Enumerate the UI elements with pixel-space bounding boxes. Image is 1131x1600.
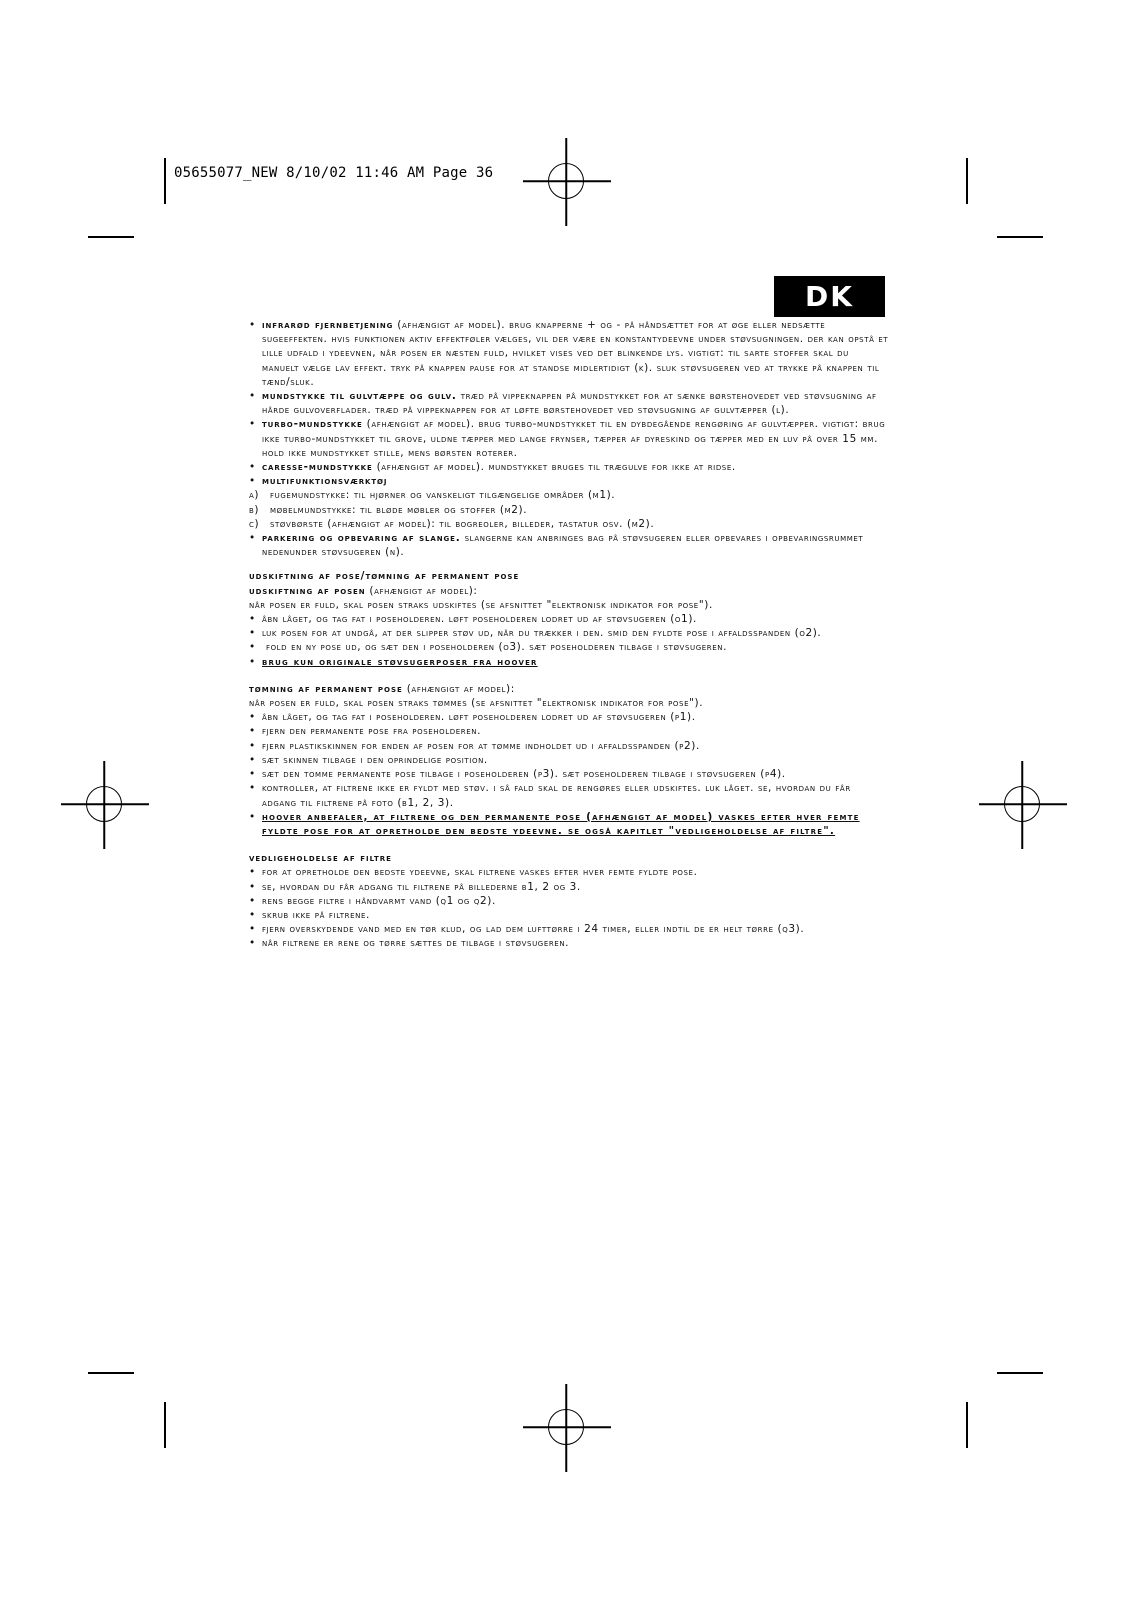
crop-mark-bottom-left-horizontal [88, 1372, 134, 1374]
list-item: • hoover anbefaler, at filtrene og den permanente pose (afhængigt af model) vaskes efter hver femte fyldte pose for at opretholde den bedste ydeevne. se også kapitlet "vedligeholdelse af filtre". [249, 810, 889, 838]
list-item: • åbn låget, og tag fat i poseholderen. løft poseholderen lodret ud af støvsugeren (o1). [249, 612, 889, 626]
list-item: • for at opretholde den bedste ydeevne, skal filtrene vaskes efter hver femte fyldte pose. [249, 865, 889, 879]
list-item: • sæt skinnen tilbage i den oprindelige position. [249, 753, 889, 767]
list-item: • multifunktionsværktøj [249, 474, 889, 488]
list-item: • fjern plastikskinnen for enden af posen for at tømme indholdet ud i affaldsspanden (p2). [249, 739, 889, 753]
crop-mark-bottom-right-vertical [966, 1402, 968, 1448]
section-heading: udskiftning af pose/tømning af permanent pose [249, 570, 520, 583]
crop-mark-top-right-vertical [966, 158, 968, 204]
language-badge: DK [774, 276, 885, 317]
list-item: • brug kun originale støvsugerposer fra hoover [249, 655, 889, 669]
paragraph: når posen er fuld, skal posen straks tømmes (se afsnittet "elektronisk indikator for pose"). [249, 697, 704, 710]
section-heading: vedligeholdelse af filtre [249, 852, 392, 865]
list-item: • mundstykke til gulvtæppe og gulv. træd på vippeknappen på mundstykket for at sænke børstehovedet ved støvsugning af hårde gulvoverflader. træd på vippeknappen for at løfte børstehovedet ved støvsugning af gulvtæpper (l). [249, 389, 889, 417]
crop-mark-bottom-right-horizontal [997, 1372, 1043, 1374]
registration-mark-left [86, 786, 122, 822]
crop-mark-top-left-vertical [164, 158, 166, 204]
print-slug: 05655077_NEW 8/10/02 11:46 AM Page 36 [174, 165, 494, 181]
list-item: • se, hvordan du får adgang til filtrene på billederne b1, 2 og 3. [249, 880, 889, 894]
registration-mark-right [1004, 786, 1040, 822]
list-item: • fjern den permanente pose fra poseholderen. [249, 724, 889, 738]
list-item: • parkering og opbevaring af slange. slangerne kan anbringes bag på støvsugeren eller opbevares i opbevaringsrummet nedenunder støvsugeren (n). [249, 531, 889, 559]
crop-mark-bottom-left-vertical [164, 1402, 166, 1448]
list-item: • fold en ny pose ud, og sæt den i poseholderen (o3). sæt poseholderen tilbage i støvsugeren. [249, 640, 889, 654]
crop-mark-top-right-horizontal [997, 236, 1043, 238]
section-heading: tømning af permanent pose (afhængigt af model): [249, 682, 515, 695]
sub-list-item: c) støvbørste (afhængigt af model): til bogreoler, billeder, tastatur osv. (m2). [249, 517, 655, 530]
page-content [249, 318, 889, 951]
list-item: • skrub ikke på filtrene. [249, 908, 889, 922]
list-item: • sæt den tomme permanente pose tilbage i poseholderen (p3). sæt poseholderen tilbage i støvsugeren (p4). [249, 767, 889, 781]
subsection-heading: udskiftning af posen (afhængigt af model): [249, 584, 478, 597]
list-item: • turbo-mundstykke (afhængigt af model). brug turbo-mundstykket til en dybdegående rengøring af gulvtæpper. vigtigt: brug ikke turbo-mundstykket til grove, uldne tæpper med lange frynser, tæpper af dyreskind og tæpper med en luv på over 15 mm. hold ikke mundstykket stille, mens børsten roterer. [249, 417, 889, 460]
registration-mark-top [548, 163, 584, 199]
sub-list-item: a) fugemundstykke: til hjørner og vanskeligt tilgængelige områder (m1). [249, 489, 616, 502]
list-item: • rens begge filtre i håndvarmt vand (q1 og q2). [249, 894, 889, 908]
registration-mark-bottom [548, 1409, 584, 1445]
list-item: • caresse-mundstykke (afhængigt af model). mundstykket bruges til trægulve for ikke at ridse. [249, 460, 889, 474]
sub-list-item: b) møbelmundstykke: til bløde møbler og stoffer (m2). [249, 503, 528, 516]
list-item: • kontroller, at filtrene ikke er fyldt med støv. i så fald skal de rengøres eller udskiftes. luk låget. se, hvordan du får adgang til filtrene på foto (b1, 2, 3). [249, 781, 889, 809]
paragraph: når posen er fuld, skal posen straks udskiftes (se afsnittet "elektronisk indikator for pose"). [249, 598, 713, 611]
list-item: • infrarød fjernbetjening (afhængigt af model). brug knapperne + og - på håndsættet for at øge eller nedsætte sugeeffekten. hvis funktionen aktiv effektføler vælges, vil der være en konstantydeevne under støvsugningen. der kan opstå et lille udfald i ydeevnen, når posen er næsten fuld, hvilket vises ved det blinkende lys. vigtigt: til sarte stoffer skal du manuelt vælge lav effekt. tryk på knappen pause for at standse midlertidigt (k). sluk støvsugeren ved at trykke på knappen til tænd/sluk. [249, 318, 889, 389]
crop-mark-top-left-horizontal [88, 236, 134, 238]
list-item: • luk posen for at undgå, at der slipper støv ud, når du trækker i den. smid den fyldte pose i affaldsspanden (o2). [249, 626, 889, 640]
list-item: • fjern overskydende vand med en tør klud, og lad dem lufttørre i 24 timer, eller indtil de er helt tørre (q3). [249, 922, 889, 936]
list-item: • når filtrene er rene og tørre sættes de tilbage i støvsugeren. [249, 936, 889, 950]
list-item: • åbn låget, og tag fat i poseholderen. løft poseholderen lodret ud af støvsugeren (p1). [249, 710, 889, 724]
